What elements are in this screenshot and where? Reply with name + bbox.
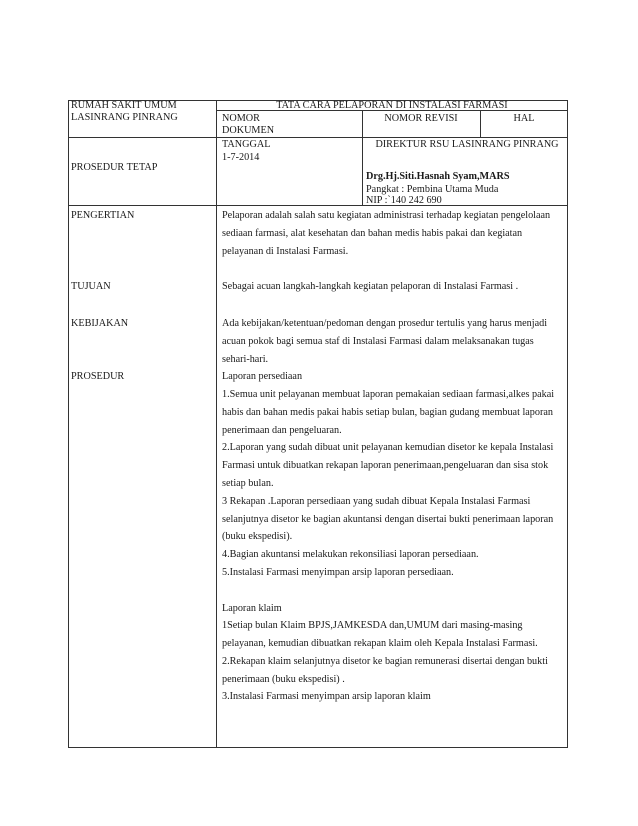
prosedur-line: 2.Laporan yang sudah dibuat unit pelayanan kemudian disetor ke kepala Instalasi bbox=[222, 442, 554, 453]
header-bottom-divider bbox=[68, 205, 568, 206]
prosedur-line: (buku ekspedisi). bbox=[222, 531, 293, 542]
signatory-nip: NIP :`140 242 690 bbox=[366, 195, 442, 206]
kebijakan-line: acuan pokok bagi semua staf di Instalasi Farmasi dalam melaksanakan tugas bbox=[222, 336, 534, 347]
prosedur-line: 1Setiap bulan Klaim BPJS,JAMKESDA dan,UMUM dari masing-masing bbox=[222, 620, 523, 631]
nomor-dokumen-label-line2: DOKUMEN bbox=[222, 125, 275, 136]
pengertian-line: sediaan farmasi, alat kesehatan dan bahan medis habis pakai dan kegiatan bbox=[222, 228, 523, 239]
prosedur-line: 3.Instalasi Farmasi menyimpan arsip laporan klaim bbox=[222, 691, 431, 702]
prosedur-line: 3 Rekapan .Laporan persediaan yang sudah dibuat Kepala Instalasi Farmasi bbox=[222, 496, 531, 507]
prosedur-line: setiap bulan. bbox=[222, 478, 274, 489]
table-border-left bbox=[68, 100, 69, 748]
nomor-dokumen-label-line1: NOMOR bbox=[222, 113, 260, 124]
tujuan-line: Sebagai acuan langkah-langkah kegiatan pelaporan di Instalasi Farmasi . bbox=[222, 281, 519, 292]
prosedur-line: penerimaan dan pengeluaran. bbox=[222, 425, 342, 436]
column-divider bbox=[216, 100, 217, 748]
prosedur-line: pelayanan, kemudian dibuatkan rekapan klaim oleh Kepala Instalasi Farmasi. bbox=[222, 638, 538, 649]
pengertian-line: Pelaporan adalah salah satu kegiatan administrasi terhadap kegiatan pengelolaan bbox=[222, 210, 551, 221]
prosedur-line: 5.Instalasi Farmasi menyimpan arsip laporan persediaan. bbox=[222, 567, 454, 578]
prosedur-line: 2.Rekapan klaim selanjutnya disetor ke bagian remunerasi disertai dengan bukti bbox=[222, 656, 548, 667]
prosedur-line: Laporan persediaan bbox=[222, 371, 303, 382]
prosedur-line: Laporan klaim bbox=[222, 603, 282, 614]
row-divider-1 bbox=[68, 137, 568, 138]
tanggal-value: 1-7-2014 bbox=[222, 152, 260, 163]
prosedur-tetap-label: PROSEDUR TETAP bbox=[71, 162, 158, 173]
signatory-name: Drg.Hj.Siti.Hasnah Syam,MARS bbox=[366, 171, 510, 182]
document-title: TATA CARA PELAPORAN DI INSTALASI FARMASI bbox=[276, 100, 508, 111]
kebijakan-line: Ada kebijakan/ketentuan/pedoman dengan prosedur tertulis yang harus menjadi bbox=[222, 318, 548, 329]
prosedur-line: 1.Semua unit pelayanan membuat laporan pemakaian sediaan farmasi,alkes pakai bbox=[222, 389, 555, 400]
kebijakan-line: sehari-hari. bbox=[222, 354, 269, 365]
sop-document bbox=[68, 100, 568, 748]
direktur-label: DIREKTUR RSU LASINRANG PINRANG bbox=[375, 139, 559, 150]
hospital-name-line1: RUMAH SAKIT UMUM bbox=[71, 100, 177, 111]
section-label-prosedur: PROSEDUR bbox=[71, 371, 125, 382]
prosedur-line: habis dan bahan medis pakai habis setiap bulan, bagian gudang membuat laporan bbox=[222, 407, 553, 418]
section-label-pengertian: PENGERTIAN bbox=[71, 210, 135, 221]
prosedur-line: penerimaan (buku ekspedisi) . bbox=[222, 674, 345, 685]
prosedur-line: Farmasi untuk dibuatkan rekapan laporan penerimaan,pengeluaran dan sisa stok bbox=[222, 460, 549, 471]
section-label-tujuan: TUJUAN bbox=[71, 281, 111, 292]
prosedur-line: 4.Bagian akuntansi melakukan rekonsiliasi laporan persediaan. bbox=[222, 549, 479, 560]
pengertian-line: pelayanan di Instalasi Farmasi. bbox=[222, 246, 349, 257]
signatory-pangkat: Pangkat : Pembina Utama Muda bbox=[366, 184, 499, 195]
prosedur-line: selanjutnya disetor ke bagian akuntansi dengan disertai bukti penerimaan laporan bbox=[222, 514, 554, 525]
table-border-bottom bbox=[68, 747, 568, 748]
table-border-right bbox=[567, 100, 568, 748]
hospital-name-line2: LASINRANG PINRANG bbox=[71, 112, 178, 123]
tanggal-label: TANGGAL bbox=[222, 139, 271, 150]
nomor-revisi-label: NOMOR REVISI bbox=[384, 113, 458, 124]
hal-label: HAL bbox=[513, 113, 535, 124]
section-label-kebijakan: KEBIJAKAN bbox=[71, 318, 129, 329]
